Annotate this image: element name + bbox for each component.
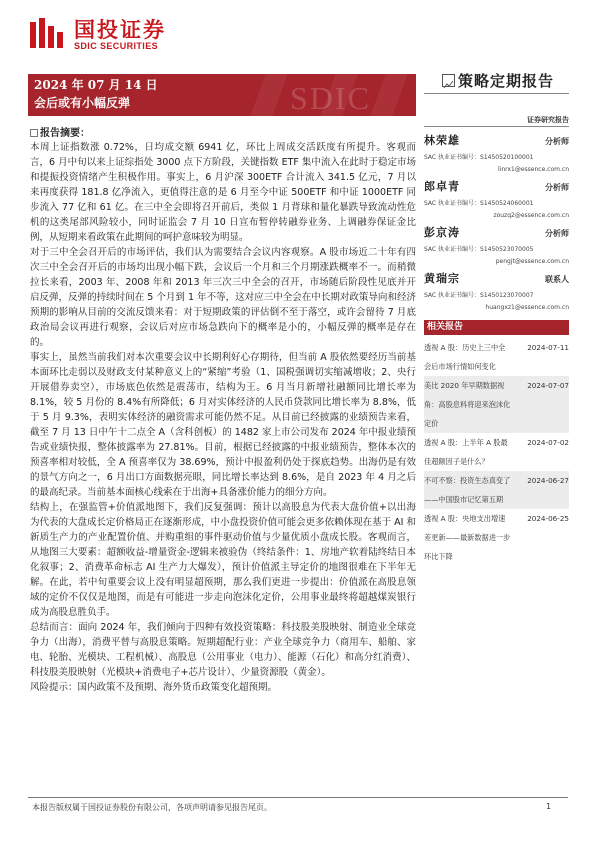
analyst-role: 联系人 [545, 275, 569, 284]
report-date: 2024 年 07 月 14 日 [34, 78, 158, 92]
footer-disclaimer: 本报告版权属于国投证券股份有限公司，各项声明请参见报告尾页。 [32, 803, 272, 812]
analyst-role: 分析师 [545, 137, 569, 146]
divider [424, 126, 569, 127]
logo-mark-icon [30, 18, 70, 52]
analyst-name: 郎卓青 [424, 180, 460, 193]
list-icon [30, 129, 38, 137]
report-title: 会后或有小幅反弹 [34, 96, 131, 110]
analyst-cert: SAC 执业证书编号：S1450520100001 [424, 154, 534, 161]
analyst-card [424, 224, 569, 265]
summary-paragraph: 本周上证指数涨 0.72%，日均成交额 6941 亿，环比上周成交活跃度有所提升。客观而言，6 月中旬以来上证综指处 3000 点下方阶段，关键指数 ETF 集中流入在此时于稳定市场和提振投资情绪产生积极作用。事实上，6 月沪深 300ETF 合计流入 341.5 亿元，7 月以来再度获得 181.8 亿净流入，更值得注意的是 6 月至今中证 500ETF 和中证 1000ETF 同步流入 77 亿和 61 亿。在三中全会即将召开前后，类似 1 月背球和量化暴跌导致流动性危机的这类尾部风险较小，同时证监会 7 月 10 日宣布暂停转融券业务、上调融券保证金比例，从短期来看政策在此期间的呵护意味较为明显。 [30, 142, 416, 243]
divider [424, 93, 569, 94]
related-report-item[interactable] [424, 509, 569, 566]
related-reports-heading: 相关报告 [424, 320, 569, 335]
summary-paragraph: 事实上，虽然当前我们对本次重要会议中长期利好心存期待，但当前 A 股依然要经历当前基本面环比走弱以及财政支付某种意义上的“紧缩”考验（1、国税强调切实缩减增收；2、央行开展借券卖空），市场底色依然是震荡市，结构为王。6 月当月新增社融额同比增长率为 8.1%，较 5 月份的 8.4%有所降低；6 月对实体经济的人民币贷款同比增长率为 8.8%，低于 5 月 9.3%，表明实体经济的融资需求可能仍然不足。从目前已经披露的业绩预告来看，截至 7 月 13 日中午十二点全 A（含科创板）的 1482 家上市公司发布 2024 年中报业绩预告或业绩快报，整体披露率为 27.81%。目前，根据已经披露的中报业绩预告，整体本次的预喜率相对较低，全 A 预喜率仅为 38.69%，预计中报盈利仍处于探底趋势。出海仍是有效的景气方向之一，6 月出口方面数据亮眼，同比增长率达到 8.6%，是自 2023 年 4 月之后的最高纪录。当前基本面核心线索在于出海+具备涨价能力的细分方向。 [30, 352, 416, 498]
report-type-label: 策略定期报告 [458, 72, 555, 90]
related-report-title[interactable]: 不可不察：投资生态真变了——中国股市记忆第五期 [424, 476, 511, 504]
related-report-date: 2024-06-25 [527, 514, 569, 523]
analyst-role: 分析师 [545, 229, 569, 238]
analyst-cert: SAC 执业证书编号：S1450123070007 [424, 292, 534, 299]
related-report-item[interactable] [424, 433, 569, 471]
summary-paragraph: 总结而言：面向 2024 年，我们倾向于四种有效投资策略：科技股美股映射、制造业全球竞争力（出海），消费平替与高股息策略。短期超配行业：产业全球竞争力（商用车、船舶、家电、轮胎、光模块、工程机械）、高股息（公用事业（电力）、能源（石化）和高分红消费）、科技股美股映射（光模块+消费电子+芯片设计）、少量资源股（黄金）。 [30, 622, 416, 678]
analyst-card [424, 270, 569, 311]
related-report-item[interactable] [424, 376, 569, 433]
related-report-date: 2024-07-07 [527, 381, 569, 390]
related-report-date: 2024-07-11 [527, 343, 569, 352]
report-type [442, 70, 554, 91]
analyst-name: 黄瑞宗 [424, 272, 460, 285]
chart-line-icon [442, 74, 455, 87]
related-report-title[interactable]: 透视 A 股：历史上三中全会后市场行情如何变化 [424, 343, 506, 371]
related-report-title[interactable]: 美比 2020 年早期数据视角：高股息料将迎来泡沫化定价 [424, 381, 511, 428]
related-report-title[interactable]: 透视 A 股：央地支出增速差更新——最新数据进一步环比下降 [424, 514, 511, 561]
analyst-role: 分析师 [545, 183, 569, 192]
analyst-email[interactable]: huangxz1@essence.com.cn [485, 304, 569, 311]
related-report-item[interactable] [424, 471, 569, 509]
analyst-email[interactable]: pengjt@essence.com.cn [495, 258, 569, 265]
analyst-cert: SAC 执业证书编号：S1450524060001 [424, 200, 534, 207]
summary-paragraph: 风险提示：国内政策不及预期、海外货币政策变化超预期。 [30, 682, 278, 693]
footer-divider [28, 797, 568, 798]
analyst-cert: SAC 执业证书编号：S1450523070005 [424, 246, 534, 253]
related-report-item[interactable] [424, 338, 569, 376]
related-reports-list [424, 338, 569, 566]
analyst-email[interactable]: linrx1@essence.com.cn [498, 166, 569, 173]
analyst-email[interactable]: zouzq2@essence.com.cn [493, 212, 569, 219]
summary-paragraph: 对于三中全会召开后的市场评估，我们认为需要结合会议内容观察。A 股市场近二十年有四次三中全会召开后的市场均出现小幅下跌，会议后一个月和三个月期涨跌概率不一。而稍微拉长来看，2003 年、2008 年和 2013 年三次三中全会的召开，市场随后阶段性见底并开启反弹，反弹的持续时间在 5 个月到 1 年不等，这对应三中全会在中长期对政策导向和经济预期的影响从目前的交流反馈来看：对于短期政策的评估倒不至于落空，或许会留待 7 月底政治局会议再进行观察，会议后对应市场急跌向下的概率是小的，小幅反弹的概率是存在的。 [30, 247, 416, 348]
related-report-date: 2024-06-27 [527, 476, 569, 485]
company-logo [30, 18, 166, 52]
analyst-card [424, 178, 569, 219]
summary-heading: 报告摘要： [30, 124, 90, 139]
banner-watermark: SDIC [290, 80, 371, 116]
title-banner [28, 74, 416, 116]
related-report-title[interactable]: 透视 A 股：上半年 A 股最佳超额因子是什么？ [424, 438, 508, 466]
summary-paragraph: 结构上，在强监管+价值派地图下，我们反复强调：预计以高股息为代表大盘价值+以出海为代表的大盘成长定价格局正在逐渐形成，中小盘投资价值可能会更多依赖体现在基于 AI 和新质生产力的产业配置价值、并购重组的事件驱动价值与少量优质小盘成长股。客观而言，从地图三大要素：超额收益-增量资金-逻辑来被验伪（终结条件：1、房地产软着陆终结日本化叙事；2、消费革命标志 AI 生产力大爆发），预计价值派主导定价的地图很难在下半年无解。在此，若中旬重要会议上没有明显超预期，那么我们更进一步提出：价值派在高股息领域的定价不仅仅是地图，而是有可能进一步走向泡沫化定价，公用事业最终将超越煤炭银行成为高股息胜负手。 [30, 502, 416, 618]
logo-en-text: SDIC SECURITIES [74, 40, 159, 51]
summary-body [30, 140, 416, 695]
research-label: 证券研究报告 [527, 116, 569, 124]
analyst-card [424, 132, 569, 173]
page-number: 1 [546, 802, 552, 811]
analyst-name: 林荣雄 [424, 134, 460, 147]
related-report-date: 2024-07-02 [527, 438, 569, 447]
analyst-name: 彭京涛 [424, 226, 460, 239]
logo-cn-text: 国投证券 [74, 17, 166, 42]
